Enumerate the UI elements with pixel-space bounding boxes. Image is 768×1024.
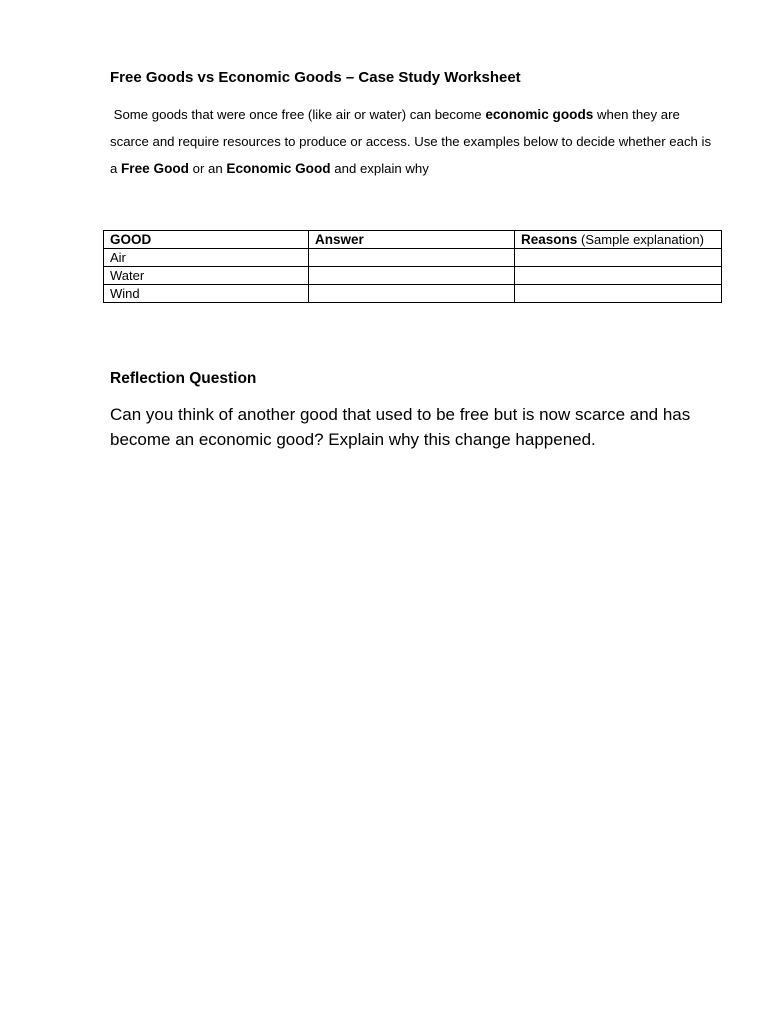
header-answer: Answer [309, 231, 515, 249]
table-row [104, 249, 722, 267]
cell-good: Wind [104, 285, 309, 303]
cell-reasons[interactable] [515, 285, 722, 303]
table-header-row [104, 231, 722, 249]
cell-answer[interactable] [309, 285, 515, 303]
cell-good: Water [104, 267, 309, 285]
header-reasons-note: (Sample explanation) [581, 232, 704, 247]
intro-bold-economic-goods: economic goods [485, 107, 594, 122]
cell-reasons[interactable] [515, 249, 722, 267]
cell-answer[interactable] [309, 249, 515, 267]
cell-reasons[interactable] [515, 267, 722, 285]
intro-text-1: Some goods that were once free (like air or water) can become [113, 107, 486, 122]
header-good: GOOD [104, 231, 309, 249]
goods-table [103, 230, 722, 303]
intro-bold-free-good: Free Good [121, 161, 189, 176]
cell-good: Air [104, 249, 309, 267]
cell-answer[interactable] [309, 267, 515, 285]
intro-text-3: or an [188, 161, 227, 176]
worksheet-title: Free Goods vs Economic Goods – Case Study Worksheet [110, 69, 521, 86]
reflection-question: Can you think of another good that used to be free but is now scarce and has become an economic good? Explain why this change happened. [110, 405, 691, 449]
reflection-heading: Reflection Question [110, 370, 257, 387]
table-row [104, 267, 722, 285]
header-reasons [515, 231, 722, 249]
intro-text-2: when they are scarce and require resources to produce or access. Use the examples below to decide whether each is a [110, 107, 712, 176]
header-reasons-label: Reasons [521, 232, 578, 247]
table-row [104, 285, 722, 303]
intro-bold-economic-good: Economic Good [226, 161, 331, 176]
intro-paragraph [110, 101, 722, 182]
intro-text-4: and explain why [330, 161, 429, 176]
